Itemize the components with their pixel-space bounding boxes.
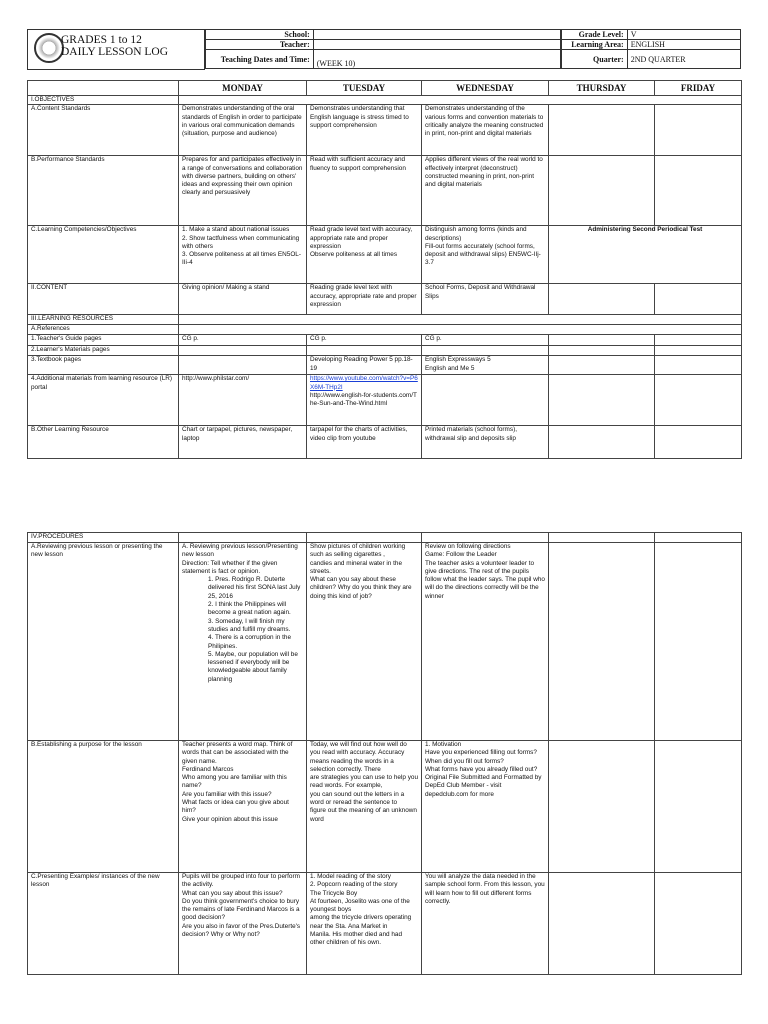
content-tue: Reading grade level text with accuracy, appropriate rate and proper expression: [307, 284, 422, 315]
lm-pages-label: 2.Learner's Materials pages: [28, 346, 179, 356]
tg-pages-wed: CG p.: [422, 335, 549, 346]
purpose-wed: 1. Motivation Have you experienced filling out forms? When did you fill out forms? What forms have you already filled out? Original File Submitted and Formatted by DepEd Club Member - visit depedclub.com for more: [422, 741, 549, 873]
school-value: [313, 30, 560, 40]
area-value: ENGLISH: [627, 40, 740, 50]
performance-standards-label: B.Performance Standards: [28, 156, 179, 226]
other-resource-label: B.Other Learning Resource: [28, 426, 179, 459]
reviewing-tue: Show pictures of children working such as selling cigarettes , candies and mineral water in the streets. What can you say about these children? Why do you think they are doing this kind of job?: [307, 543, 422, 741]
additional-materials-mon: http://www.philstar.com/: [179, 375, 307, 426]
performance-standards-mon: Prepares for and participates effectively in a range of conversations and collaboration with diverse partners, building on others' ideas and expressing their own opinion clearly and persuasively: [179, 156, 307, 226]
reviewing-mon-intro: A. Reviewing previous lesson/Presenting new lesson Direction: Tell whether if the given statement is fact or opinion.: [182, 543, 298, 575]
procedures-section: IV.PROCEDURES: [28, 533, 179, 543]
header-info-left: [205, 29, 561, 69]
references-label: A.References: [28, 325, 179, 335]
header-title-box: [27, 29, 205, 70]
examples-label: C.Presenting Examples/ instances of the new lesson: [28, 873, 179, 975]
grade-value: V: [627, 30, 740, 40]
reviewing-mon: [179, 543, 307, 741]
teacher-label: Teacher:: [206, 40, 314, 50]
resources-section: III.LEARNING RESOURCES: [28, 315, 179, 325]
procedures-table: [27, 532, 742, 975]
reviewing-wed: Review on following directions Game: Follow the Leader The teacher asks a volunteer leader to give directions. The rest of the pupils follow what the leader says. The pupil who will do the directions correctly will be the winner: [422, 543, 549, 741]
youtube-link[interactable]: https://www.youtube.com/watch?v=P6X6M-THp2I: [310, 375, 418, 391]
examples-mon: Pupils will be grouped into four to perform the activity. What can you say about this issue? Do you think government's choice to bury the remains of late Ferdinand Marcos is a good decision? Are you also in favor of the Pres.Duterte's decision? Why or Why not?: [179, 873, 307, 975]
other-resource-tue: tarpapel for the charts of activities, video clip from youtube: [307, 426, 422, 459]
purpose-tue: Today, we will find out how well do you read with accuracy. Accuracy means reading the words in a selection correctly. There are strategies you can use to help you read words. For example, you can sound out the letters in a word or reread the sentence to figure out the meaning of an unknown word: [307, 741, 422, 873]
competencies-wed: Distinguish among forms (kinds and descriptions) Fill-out forms accurately (school forms, deposit and withdrawal slips) EN5WC-IIj-3.7: [422, 226, 549, 284]
other-resource-mon: Chart or tarpapel, pictures, newspaper, laptop: [179, 426, 307, 459]
competencies-label: C.Learning Competencies/Objectives: [28, 226, 179, 284]
dates-label: Teaching Dates and Time:: [206, 50, 314, 69]
area-label: Learning Area:: [562, 40, 628, 50]
header-info-right: [561, 29, 741, 69]
day-header-thursday: THURSDAY: [549, 81, 655, 96]
dates-value: (WEEK 10): [313, 50, 560, 69]
day-header-wednesday: WEDNESDAY: [422, 81, 549, 96]
reviewing-mon-list: 1. Pres. Rodrigo R. Duterte delivered his first SONA last July 25, 2016 2. I think the Philippines will become a great nation again. 3. Someday, I will finish my studies and fulfill my dreams. 4. There is a corruption in the Philipines. 5. Maybe, our population will be lessened if everybody will be knowledgeable about family planning: [208, 576, 301, 683]
day-header-monday: MONDAY: [179, 81, 307, 96]
quarter-label: Quarter:: [562, 50, 628, 69]
textbook-pages-label: 3.Textbook pages: [28, 356, 179, 375]
tg-pages-mon: CG p.: [179, 335, 307, 346]
purpose-label: B.Establishing a purpose for the lesson: [28, 741, 179, 873]
textbook-pages-tue: Developing Reading Power 5 pp.18-19: [307, 356, 422, 375]
additional-materials-tue: [307, 375, 422, 426]
additional-materials-label: 4.Additional materials from learning resource (LR) portal: [28, 375, 179, 426]
periodical-test-note: Administering Second Periodical Test: [549, 226, 742, 284]
day-header-tuesday: TUESDAY: [307, 81, 422, 96]
performance-standards-wed: Applies different views of the real world to effectively interpret (deconstruct) constructed meaning in print, non-print and digital materials: [422, 156, 549, 226]
competencies-mon: 1. Make a stand about national issues 2. Show tactfulness when communicating with others 3. Observe politeness at all times EN5OL-IIi-4: [179, 226, 307, 284]
purpose-mon: Teacher presents a word map. Think of words that can be associated with the given name. Ferdinand Marcos Who among you are familiar with this name? Are you familiar with this issue? What facts or idea can you give about him? Give your opinion about this issue: [179, 741, 307, 873]
examples-tue: 1. Model reading of the story 2. Popcorn reading of the story The Tricycle Boy At fourteen, Joselito was one of the youngest boys among the tricycle drivers operating near the Sta. Ana Market in Manila. His mother died and had other children of his own.: [307, 873, 422, 975]
textbook-pages-wed: English Expressways 5 English and Me 5: [422, 356, 549, 375]
content-label: II.CONTENT: [28, 284, 179, 315]
reviewing-label: A.Reviewing previous lesson or presenting the new lesson: [28, 543, 179, 741]
deped-seal-icon: [34, 33, 64, 63]
header-title: GRADES 1 to 12 DAILY LESSON LOG: [61, 34, 169, 58]
objectives-table: [27, 80, 742, 459]
english-for-students-url: http://www.english-for-students.com/The-Sun-and-The-Wind.html: [310, 391, 417, 408]
quarter-value: 2ND QUARTER: [627, 50, 740, 69]
day-header-friday: FRIDAY: [655, 81, 742, 96]
content-standards-mon: Demonstrates understanding of the oral standards of English in order to participate in various oral communication demands (situation, purpose and audience): [179, 105, 307, 156]
teacher-value: [313, 40, 560, 50]
content-standards-tue: Demonstrates understanding that English language is stress timed to support comprehension: [307, 105, 422, 156]
school-label: School:: [206, 30, 314, 40]
content-mon: Giving opinion/ Making a stand: [179, 284, 307, 315]
objectives-section: I.OBJECTIVES: [28, 96, 179, 105]
other-resource-wed: Printed materials (school forms), withdrawal slip and deposits slip: [422, 426, 549, 459]
content-wed: School Forms, Deposit and Withdrawal Slips: [422, 284, 549, 315]
content-standards-label: A.Content Standards: [28, 105, 179, 156]
grade-label: Grade Level:: [562, 30, 628, 40]
corner-cell: [28, 81, 179, 96]
examples-wed: You will analyze the data needed in the sample school form. From this lesson, you will learn how to fill out different forms correctly.: [422, 873, 549, 975]
content-standards-wed: Demonstrates understanding of the various forms and convention materials to critically analyze the meaning constructed in print, non-print and digital materials: [422, 105, 549, 156]
competencies-tue: Read grade level text with accuracy, appropriate rate and proper expression Observe politeness at all times: [307, 226, 422, 284]
performance-standards-tue: Read with sufficient accuracy and fluency to support comprehension: [307, 156, 422, 226]
tg-pages-label: 1.Teacher's Guide pages: [28, 335, 179, 346]
tg-pages-tue: CG p.: [307, 335, 422, 346]
